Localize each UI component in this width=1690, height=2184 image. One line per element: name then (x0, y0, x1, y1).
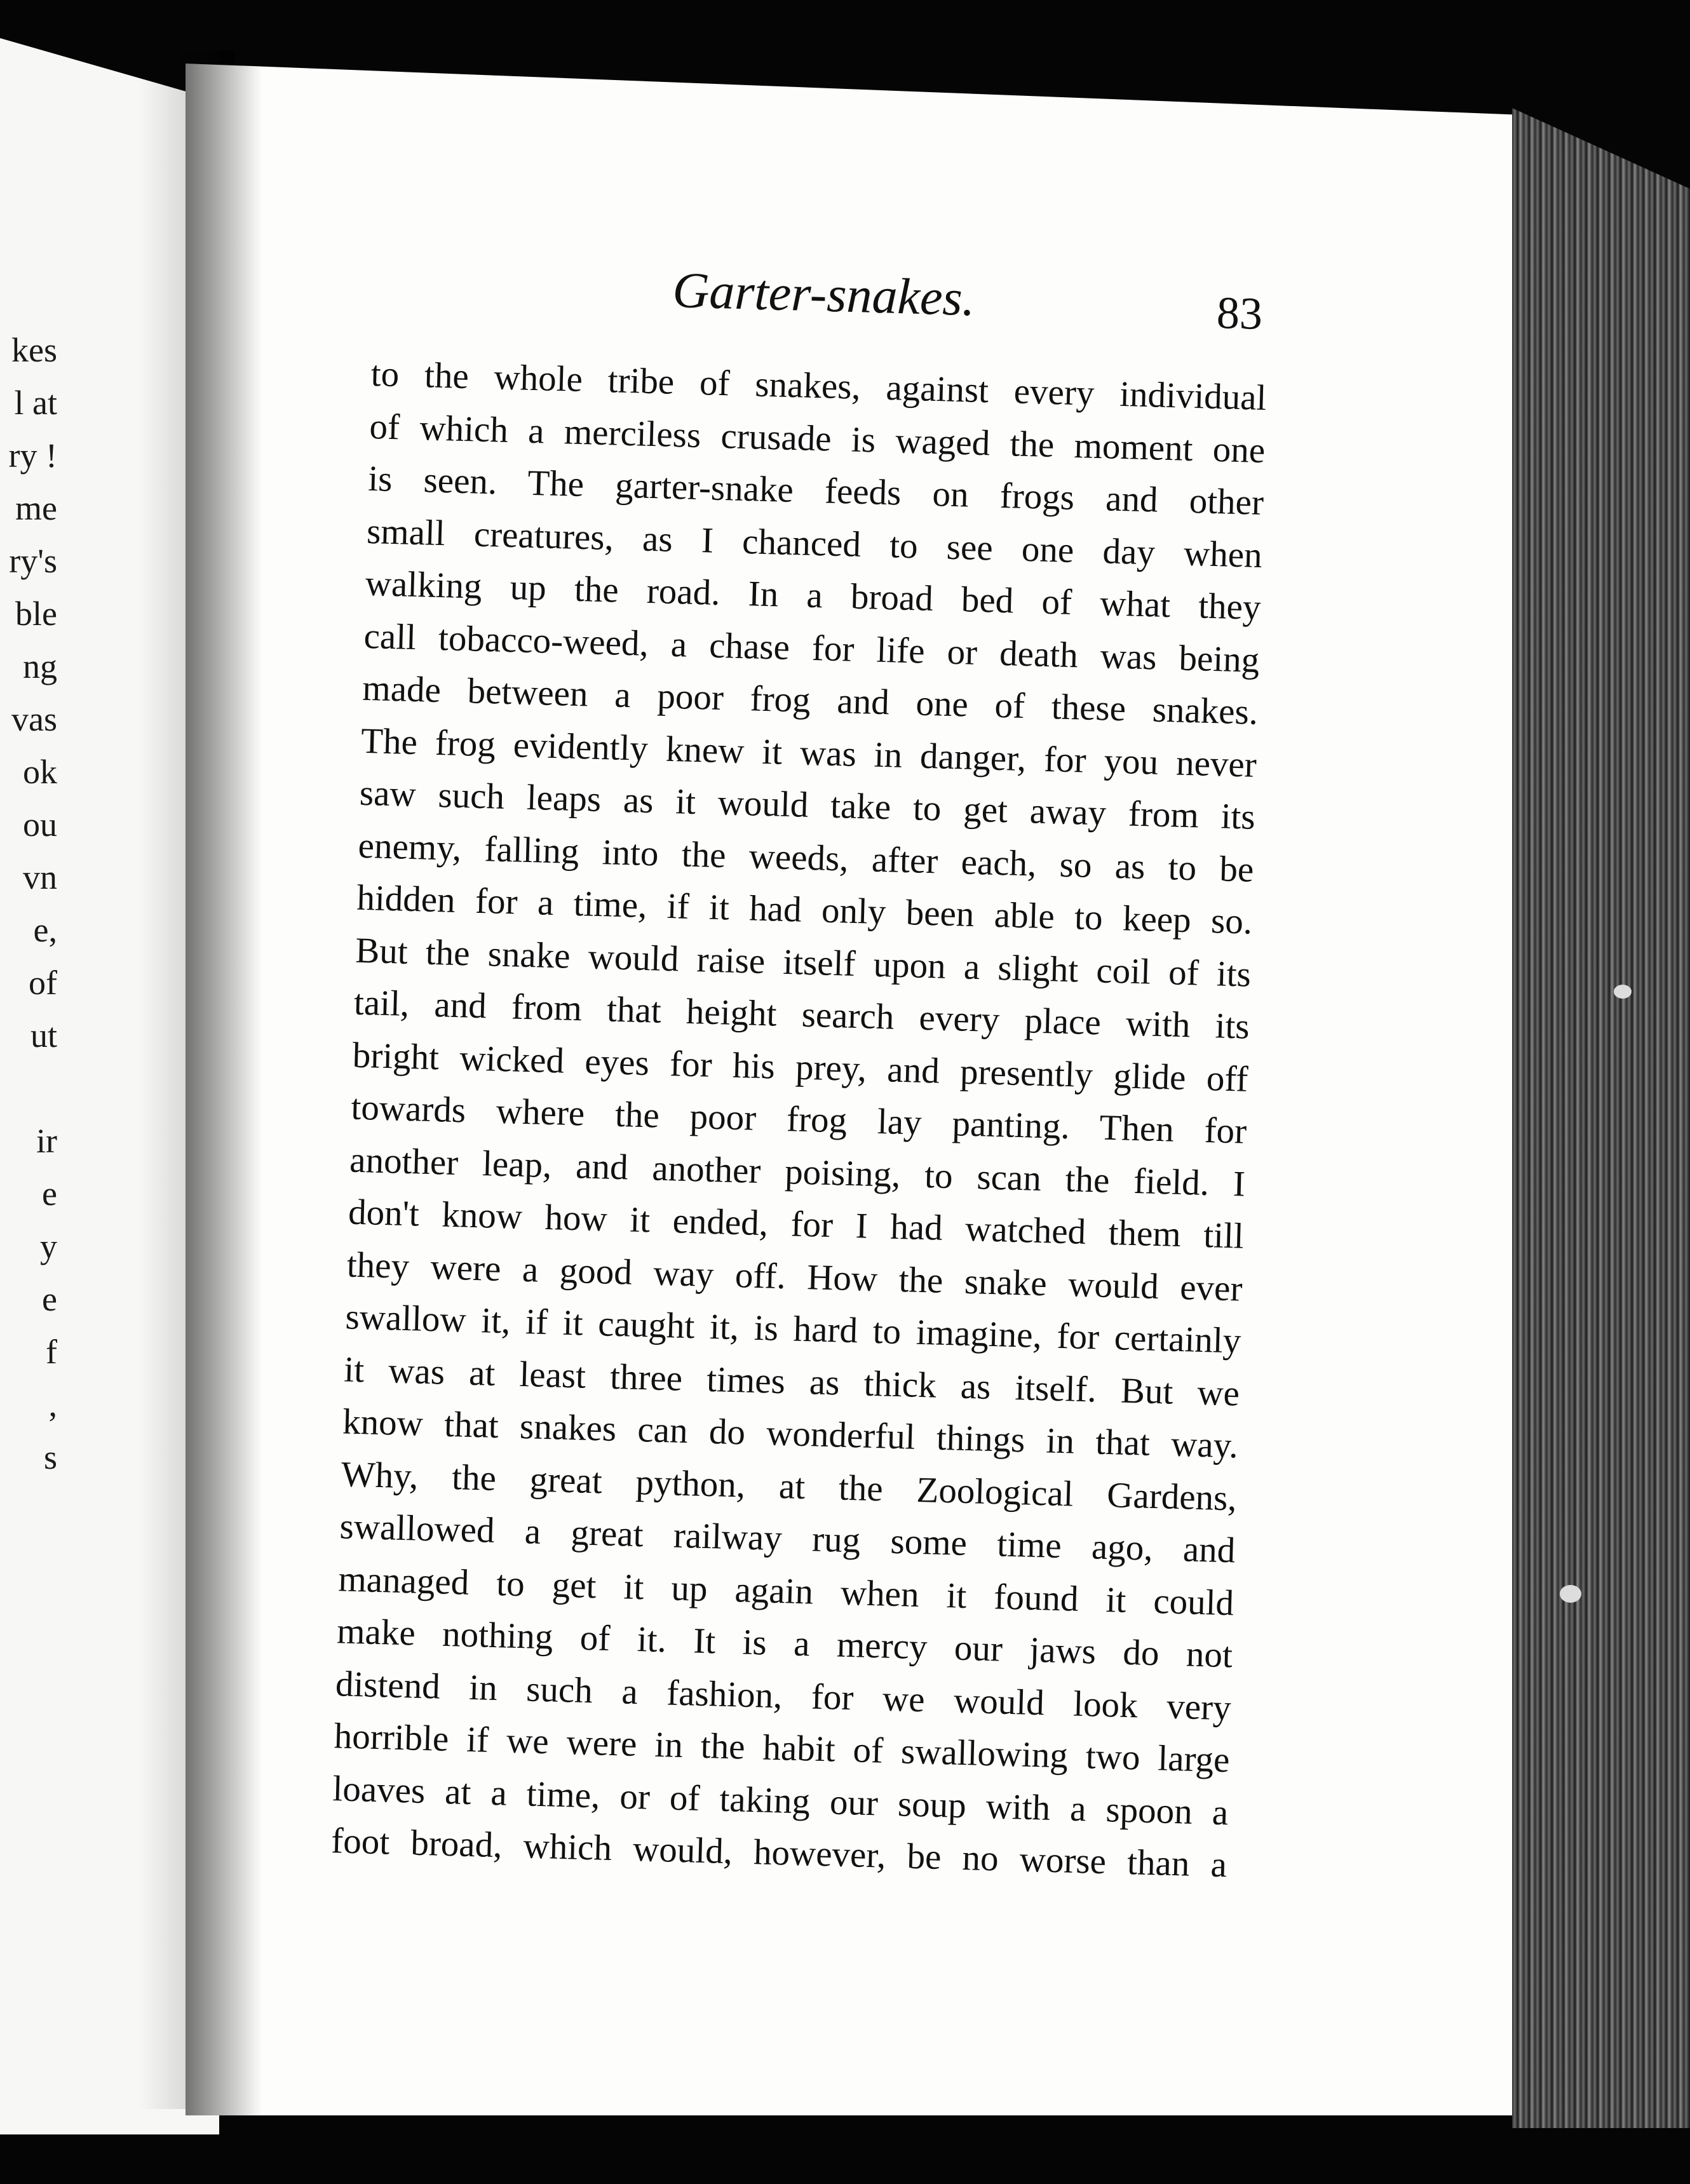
fragment-line: of (29, 964, 57, 1002)
text-line: foot broad, which would, however, be no worse than a (330, 1821, 1227, 1885)
fragment-line: , (48, 1385, 57, 1424)
text-line: managed to get it up again when it found it could (337, 1558, 1234, 1623)
book-fore-edge (1512, 108, 1690, 2128)
text-line: loaves at a time, or of taking our soup with a spoon a (332, 1768, 1229, 1833)
fragment-line: f (46, 1333, 57, 1371)
text-line: swallowed a great railway rug some time ago, and (339, 1506, 1236, 1571)
text-line: make nothing of it. It is a mercy our jaws do not (336, 1611, 1233, 1676)
fragment-line: y (40, 1227, 57, 1265)
paper-speck (1560, 1585, 1581, 1603)
fragment-line: vn (23, 858, 57, 896)
text-line: swallow it, if it caught it, is hard to imagine, for certainly (344, 1297, 1242, 1361)
text-line: Why, the great python, at the Zoological Gardens, (341, 1453, 1238, 1518)
text-line: small creatures, as I chanced to see one day when (366, 511, 1263, 576)
running-head: Garter-snakes. (672, 262, 976, 327)
fragment-line: ry's (9, 542, 57, 580)
text-line: made between a poor frog and one of these snakes. (362, 668, 1259, 732)
fragment-line: ou (23, 806, 57, 844)
fragment-line: ir (36, 1122, 57, 1160)
fragment-line: ble (15, 595, 57, 633)
fragment-line: ut (30, 1016, 57, 1055)
text-line: is seen. The garter-snake feeds on frogs and other (367, 458, 1264, 523)
fragment-line: kes (11, 331, 57, 369)
spine-shade (186, 64, 262, 2115)
page-body-text (330, 348, 1267, 1892)
text-line: know that snakes can do wonderful things in that way. (342, 1401, 1239, 1466)
fragment-line: me (15, 489, 57, 527)
text-line: distend in such a fashion, for we would look very (335, 1663, 1232, 1728)
fragment-line: ry ! (8, 436, 57, 475)
fragment-line: e, (33, 911, 57, 949)
text-line: they were a good way off. How the snake would ever (346, 1244, 1243, 1309)
text-line: call tobacco-weed, a chase for life or death was being (363, 616, 1261, 680)
fragment-line: s (43, 1438, 57, 1476)
fragment-line: ok (23, 753, 57, 791)
text-line: of which a merciless crusade is waged the moment one (368, 406, 1266, 471)
fragment-line (0, 1062, 57, 1115)
text-line: towards where the poor frog lay panting. Then for (350, 1087, 1247, 1152)
text-line: walking up the road. In a broad bed of what they (365, 563, 1262, 628)
text-line: another leap, and another poising, to scan the field. I (349, 1140, 1246, 1204)
text-line: hidden for a time, if it had only been able to keep so. (356, 877, 1253, 942)
page-number: 83 (1215, 287, 1264, 339)
previous-page-text-fragments (0, 324, 57, 1484)
text-line: But the snake would raise itself upon a slight coil of its (355, 930, 1252, 995)
fragment-line: vas (11, 700, 57, 738)
text-line: to the whole tribe of snakes, against every individual (370, 353, 1268, 419)
fragment-line: ng (23, 647, 57, 685)
text-line: enemy, falling into the weeds, after each, so as to be (357, 825, 1255, 890)
text-line: tail, and from that height search every place with its (353, 982, 1250, 1047)
text-line: saw such leaps as it would take to get away from its (359, 772, 1256, 837)
fragment-line: e (42, 1175, 57, 1213)
text-line: bright wicked eyes for his prey, and presently glide off (352, 1035, 1249, 1100)
paper-speck (1614, 985, 1632, 999)
fragment-line: e (42, 1280, 57, 1318)
fragment-line: l at (14, 384, 57, 422)
text-line: it was at least three times as thick as itself. But we (343, 1349, 1240, 1414)
text-line: The frog evidently knew it was in danger, for you never (360, 720, 1257, 785)
text-line: don't know how it ended, for I had watched them till (348, 1192, 1245, 1257)
text-line: horrible if we were in the habit of swallowing two large (334, 1716, 1231, 1781)
